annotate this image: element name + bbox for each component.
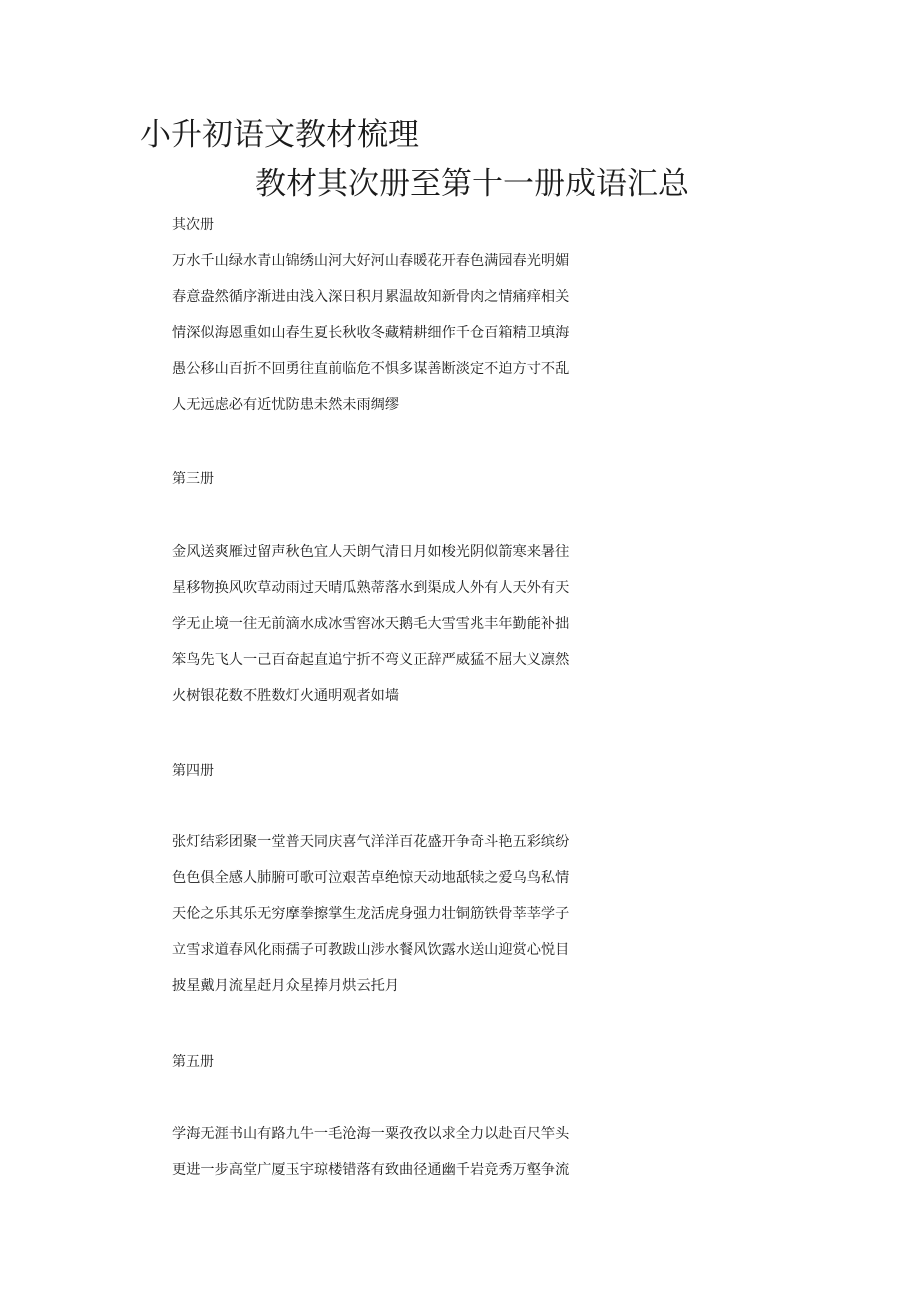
section-heading-3: 第三册 <box>172 471 214 487</box>
idiom-line: 色色俱全感人肺腑可歌可泣艰苦卓绝惊天动地舐犊之爱乌鸟私情 <box>172 870 570 886</box>
idiom-line: 金风送爽雁过留声秋色宜人天朗气清日月如梭光阴似箭寒来暑往 <box>172 544 570 560</box>
document-subtitle: 教材其次册至第十一册成语汇总 <box>255 166 689 202</box>
section-heading-2: 其次册 <box>172 217 214 233</box>
idiom-line: 张灯结彩团聚一堂普天同庆喜气洋洋百花盛开争奇斗艳五彩缤纷 <box>172 834 570 850</box>
section-lines-5 <box>172 1124 569 1196</box>
idiom-line: 星移物换风吹草动雨过天晴瓜熟蒂落水到渠成人外有人天外有天 <box>172 580 570 596</box>
idiom-line: 披星戴月流星赶月众星捧月烘云托月 <box>172 978 400 994</box>
idiom-line: 人无远虑必有近忧防患未然未雨绸缪 <box>172 397 400 413</box>
idiom-line: 天伦之乐其乐无穷摩拳擦掌生龙活虎身强力壮铜筋铁骨莘莘学子 <box>172 906 570 922</box>
idiom-line: 学无止境一往无前滴水成冰雪窖冰天鹅毛大雪雪兆丰年勤能补拙 <box>172 616 570 632</box>
idiom-line: 愚公移山百折不回勇往直前临危不惧多谋善断淡定不迫方寸不乱 <box>172 361 570 377</box>
section-lines-3 <box>172 542 569 722</box>
document-title: 小升初语文教材梳理 <box>140 117 419 153</box>
section-lines-4 <box>172 832 569 1012</box>
idiom-line: 笨鸟先飞人一己百奋起直追宁折不弯义正辞严威猛不屈大义凛然 <box>172 652 570 668</box>
section-heading-4: 第四册 <box>172 763 214 779</box>
section-heading-5: 第五册 <box>172 1054 214 1070</box>
section-lines-2 <box>172 251 569 431</box>
idiom-line: 立雪求道春风化雨孺子可教跋山涉水餐风饮露水送山迎赏心悦目 <box>172 942 570 958</box>
idiom-line: 春意盎然循序渐进由浅入深日积月累温故知新骨肉之情痛痒相关 <box>172 289 570 305</box>
idiom-line: 万水千山绿水青山锦绣山河大好河山春暖花开春色满园春光明媚 <box>172 253 570 269</box>
idiom-line: 情深似海恩重如山春生夏长秋收冬藏精耕细作千仓百箱精卫填海 <box>172 325 570 341</box>
idiom-line: 学海无涯书山有路九牛一毛沧海一粟孜孜以求全力以赴百尺竿头 <box>172 1126 570 1142</box>
idiom-line: 火树银花数不胜数灯火通明观者如墙 <box>172 688 400 704</box>
idiom-line: 更进一步高堂广厦玉宇琼楼错落有致曲径通幽千岩竞秀万壑争流 <box>172 1162 570 1178</box>
